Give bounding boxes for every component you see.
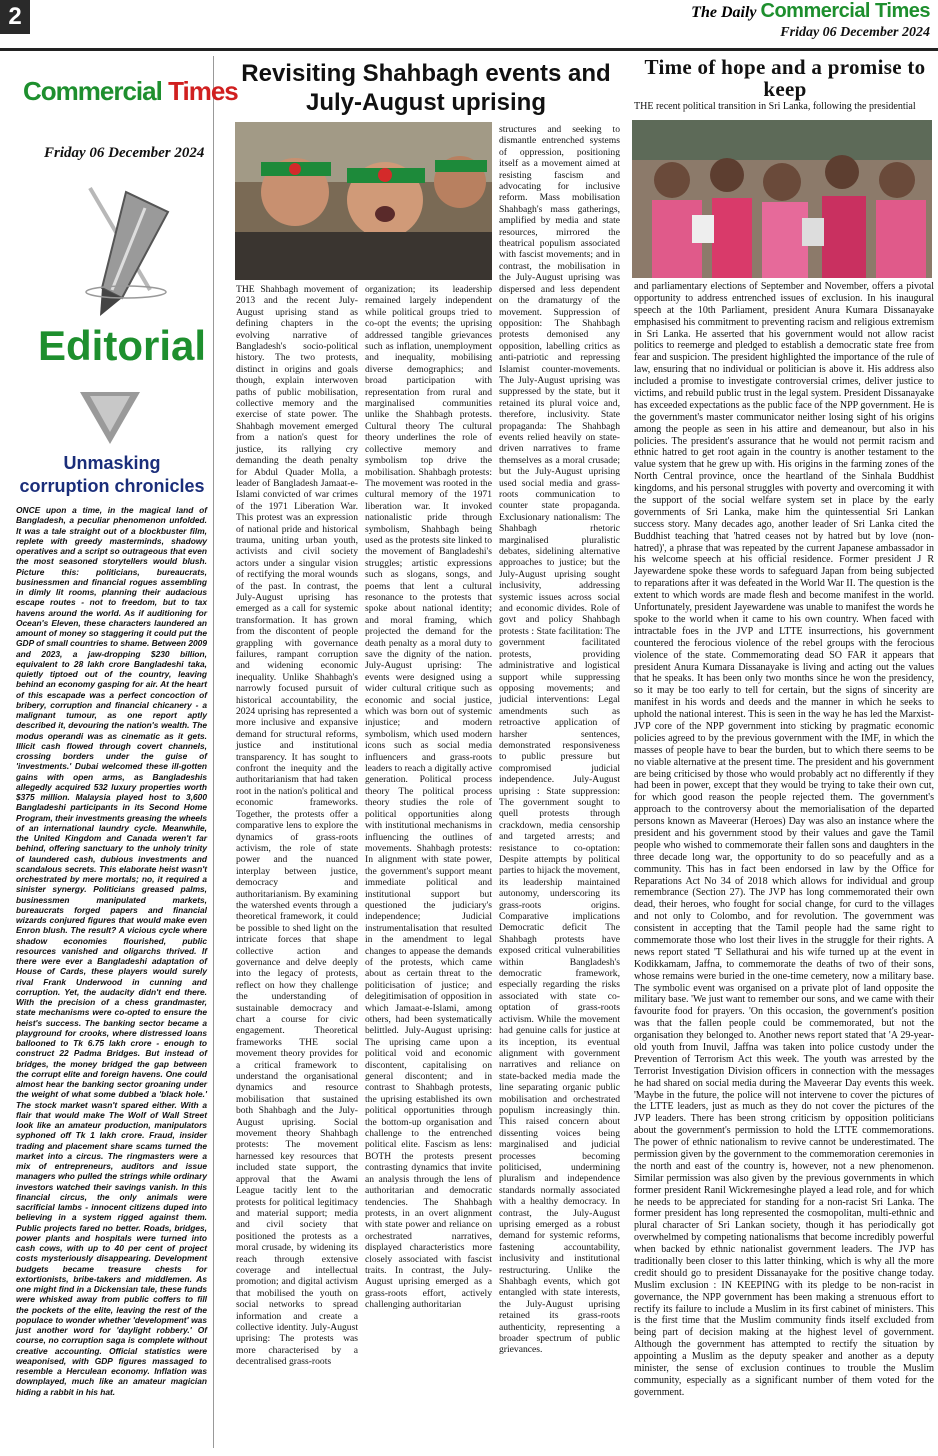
masthead-date: Friday 06 December 2024 — [780, 25, 930, 40]
article-column-1: THE Shahbagh movement of 2013 and the recent July-August uprising stand as defining chapters in the evolving narrative of Bangladesh's socio-political history. The two protests, distinct in origins and goals though, explain interwoven paths of public mobilisation, collective memory and the exercise of state power. The Shahbagh movement emerged from a nation's quest for justice, its rallying cry demanding the death penalty for Abdul Quader Molla, a leader of Bangladesh Jamaat-e-Islami convicted of war crimes of the 1971 Liberation War. This protest was an expression of national pride and historical trauma, uniting urban youth, activists and civil society actors under a singular vision of rectifying the moral wounds of the past. In contrast, the July-August uprising has emerged as a call for systemic transformation. It has grown from the discontent of people grappling with governance failures, rampant corruption and widening economic inequality. Unlike Shahbagh's narrowly focused pursuit of historical accountability, the 2024 uprising has represented a more inclusive and expansive demand for structural reforms, justice and institutional transparency. It has sought to confront the inequity and the authoritarianism that had taken root in the nation's political and economic frameworks. Together, the protests offer a comparative lens to explore the dynamics of grass-roots activism, the role of state power and the nuanced interplay between justice, democracy and authoritarianism. By examining the watershed events through a theoretical framework, it could be possible to shed light on the intricate forces that shape collective action and governance and delve deeply into the legacy of protests, reflect on how they challenge the understanding of sustainable democracy and chart a course for civic engagement. Theoretical frameworks THE social movement theory provides for a critical framework to understand the organisational dynamics and resource mobilisation that sustained both Shahbagh and the July-August uprising. Social movement theory Shahbagh protests: The movement harnessed key resources that included state support, the approval that the Awami League tacitly lent to the protests for political legitimacy and material support; media and civil society that positioned the protests as a moral crusade, by widening its reach through extensive coverage and intellectual promotion; and digital activism that mobilised the youth on social networks to spread information and create a collective identity. July-August uprising: The protests was more characterised by a decentralised grass-roots — [236, 284, 358, 1368]
article-column-3: structures and seeking to dismantle entrenched systems of oppression, positioning itself as a movement aimed at resisting fascism and advocating for inclusive reform. Mass mobilisation Shahbagh's mass gatherings, amplified by media and state resources, mirrored the theatrical populism associated with fascist movements; and in contrast, the mobilisation in the July-August uprising was dispersed and less dependent on the dramaturgy of the movement. Suppression of opposition: The Shahbagh protests demonised any opposition, labelling critics as anti-patriotic and repressing Islamist counter-movements. The July-August uprising was suppressed by the state, but it retained its plural voice and, therefore, inclusivity. State propaganda: The Shahbagh events relied heavily on state-driven narratives to frame themselves as a moral crusade; but the July-August uprising used social media and grass-roots communication to counter state propaganda. Exclusionary nationalism: The Shahbagh rhetoric marginalised pluralistic debates, sidelining alternative approaches to justice; but the July-August uprising sought inclusivity, addressing systemic issues across social and economic divides. Role of govt and policy Shahbagh protests : State facilitation: The government facilitated protests, providing administrative and logistical support while suppressing opposing movements; and judicial interventions: Legal amendments such as retroactive application of harsher sentences, demonstrated responsiveness to public pressure but compromised judicial independence. July-August uprising : State suppression: The government sought to quell protests through crackdown, media censorship and targeted arrests; and resistance to co-optation: Despite attempts by political parties to hijack the movement, its leadership maintained autonomy, underscoring its grass-roots origins. Comparative implications Democratic deficit The Shahbagh protests have exposed critical vulnerabilities within Bangladesh's democratic framework, especially regarding the risks associated with state co-optation of grass-roots activism. While the movement had genuine calls for justice at its inception, its eventual alignment with government narratives and reliance on state-backed media made the line separating organic public mobilisation and orchestrated populism increasingly thin. This raised concern about dissenting voices being marginalised and judicial processes becoming politicised, undermining pluralism and independence standards normally associated with a healthy democracy. In contrast, the July-August uprising emerged as a robust demand for systemic reforms, fastening accountability, inclusivity and institutional restructuring. Unlike the Shahbagh events, which got entangled with state interests, the July-August uprising retained its grass-roots authenticity, representing a broader spectrum of public grievances. — [499, 124, 620, 1356]
top-rule — [0, 48, 938, 51]
sidebar-date: Friday 06 December 2024 — [44, 145, 205, 161]
article-body-2: and parliamentary elections of September and November, offers a pivotal opportunity to address entrenched issues of exclusion. In his inaugural speech at the 10th Parliament, president Anura Kumara Dissanayake emphasised his commitment to preventing racism and religious extremism in Sri Lanka. He asserted that his government would not allow racist politics to reemerge and pledged to establish a democratic state free from fear and suspicion. The president highlighted the importance of the rule of law, ensuring that no individual or politician is above it. His address also included a promise to investigate controversial crimes, deliver justice to victims, and rebuild public trust in the legal system. President Dissanayake has exceeded expectations as the public face of the NPP government. He is the government's master communicator neither losing sight of his origins among the people as seen in his attire and demeanour, but also in his policies. The president's assurance that he would not permit racism and ethnic hatred to get root again in the country is another testament to the value system that he grew up with. His origins in the farming zones of the North Central province, once the heartland of the Sinhala Buddhist kingdoms, and his personal struggles with poverty and overcoming it with the support of the social welfare system set in place by the early governments of Sri Lanka, make him the quintessential Sri Lankan success story. Many decades ago, another leader of Sri Lanka cited the Buddhist teaching that 'hatred ceases not by hatred but by love (non-hatred)', a phrase that was repeated by the current Japanese ambassador in his welcome speech at his official residence. Former president J R Jayewardene spoke these words to safeguard Japan from being subjected to reparations after it was defeated in the World War II. The question is the extent to which words are made flesh and become manifest in the world. Unfortunately, president Jayewardene was unable to manifest the words he spoke to the world when it came to his own country. When faced with intractable foes in the JVP and LTTE insurrections, his government countered the ferocious violence of the rebel groups with the ferocious violence of the state. Commemorating dead SO FAR it appears that president Anura Kumara Dissanayake is living and acting out the values that he speaks. It has been only two months since he won the presidency, so it may be too early to tell for certain, but the signs of sincerity are manifest in his words and deeds and the manner in which he seeks to uphold the national interest. This is seen in the way he has led the Marxist-JVP core of the NPP government into sticking by pragmatic economic policies agreed to by the previous government with the IMF, in which the masses of people have to bear the burden, but to which there seems to be no viable alternative at the present time. The president and his government are being criticised by those who would probably act no differently if they had been in power, except that they would be trying to take their own cut, for which good reason the people rejected them. The government's approach to the controversy about the memorialisation of the departed persons known as Maveerar (Heroes) Day was also an instance where the president and his government stood by their values and gave the Tamil people who wished to commemorate their fallen sons and daughters in the three decade long war, the opportunity to do so peacefully and as a community. This has in fact been endorsed in law by the Office for Reparations Act No 34 of 2018 which allows for individual and group remembrance (Section 27). The JVP has long commemorated their own dead, their heroes, who fought for social change, for curd to the villages and not only to Colombo, and for revolution. The government was consistent in accepting that the Tamil people had the same right to commemorate those who lost their lives in the struggle for their rights. A news report stated 'T Sellathurai and his wife turned up at the event in Kodikkamam, Jaffna, to commemorate the deaths of two of their sons, whose remains were buried in the one-time cemetery, now a military base. The symbolic event was organised on a private plot of land opposite the military base. 'We just want to remember our sons, and we came with their favourite food for prayers. 'On this occasion, the government's position was that the fallen people could be commemorated, but not the organisation they belonged to. Another news report stated that 'A 29-year-old youth from Inuvil, Jaffna was taken into police custody under the Prevention of Terrorism Act this week. The youth was arrested by the Terrorist Investigation Division officers in connection with the messages he had shared on social media during the Maveerar Day events this week. 'Maybe in the future, the police will not intervene to cover the pictures of the LTTE leaders, just as much as they do not cover the pictures of the JVP leaders. There has been strong criticism by opposition politicians about the government's permission to hold the LTTE commemorations. The power of ethnic nationalism to revive cannot be underestimated. The permission given by the government to the commemoration ceremonies in the north and east of the country is, however, not a new phenomenon. Similar permission was also given by the previous governments in which former president Ranil Wickremesinghe played a lead role, and for which he needs to be appreciated for standing for a non-racist Sri Lanka. The former president has long represented the cosmopolitan, multi-ethnic and plural character of Sri Lankan society, though it has periodically got overwhelmed by competing nationalisms that become incredibly powerful when backed by ethnic nationalist government leaders. The JVP has traditionally been closer to this latter thinking, which is why all the more credit should go to president Dissanayake for the positive change today. Muslim exclusion : IN KEEPING with its pledge to be non-racist in governance, the NPP government has been making a strenuous effort to rectify its failure to include a Muslim in its first cabinet of ministers. This is the first time that the Muslim community finds itself excluded from being part of decision making at the highest level of government. Although the government has attempted to rectify the situation by appointing a Muslim as the deputy speaker and another as a deputy minister, the sense of exclusion continues to trouble the Muslim community, especially as a significant number of them voted for the government. — [634, 281, 934, 1398]
page-number: 2 — [0, 0, 30, 34]
masthead-name: Commercial Times — [760, 0, 930, 22]
women-protest-photo — [632, 120, 932, 278]
section-title: Editorial — [38, 322, 207, 369]
editorial-body: ONCE upon a time, in the magical land of Bangladesh, a peculiar phenomenon unfolded. It was a tale straight out of a blockbuster film, replete with greedy masterminds, shadowy operatives and a script so outrageous that even the most seasoned storytellers would blush. Picture this: politicians, bureaucrats, businessmen and financial rogues assembling in dimly lit rooms, planning their audacious escape routes - not to freedom, but to tax havens around the world. As if auditioning for Ocean's Eleven, these characters laundered an amount of money so staggering it could put the GDP of small countries to shame. Between 2009 and 2023, a jaw-dropping $230 billion, equivalent to 28 lakh crore Bangladeshi taka, quietly tiptoed out of the country, leaving behind an economy gasping for air. At the heart of this escapade was a perfect concoction of bribery, corruption and financial chicanery - a malignant tumour, as one report aptly described it, devouring the nation's wealth. The modus operandi was as cinematic as it gets. Illicit cash flowed through covert channels, crossing borders under the guise of 'investments.' Dubai welcomed these ill-gotten gains with open arms, as Bangladeshis allegedly acquired 532 luxury properties worth $375 million. Malaysia played host to 3,600 Bangladeshi participants in its Second Home Program, their investments greasing the wheels of an international laundry cycle. Meanwhile, the United Kingdom and Canada weren't far behind, offering sanctuary to the unholy trinity of laundered cash, dubious investments and scandalous secrets. This elaborate heist wasn't orchestrated by mere mortals; no, it required a sinister synergy. Politicians greased palms, businessmen manipulated markets, bureaucrats forged papers and financial wizards conjured figures that would make even Enron blush. The result? A vicious cycle where shadow economies flourished, public resources vanished and oligarchs thrived. If there were ever a Bangladeshi adaptation of House of Cards, these players would surely rival Frank Underwood in cunning and corruption. Yet, the audacity didn't end there. With the precision of a chess grandmaster, state mechanisms were co-opted to ensure the heist's success. The banking sector became a playground for crooks, where distressed loans ballooned to Tk 6.75 lakh crore - enough to construct 22 Padma Bridges. But instead of bridges, the money bridged the gap between the corrupt elite and foreign havens. One could almost hear the banking sector groaning under the weight of what some dubbed a 'black hole.' The stock market wasn't spared either. With a flair that would make The Wolf of Wall Street look like an amateur production, manipulators syphoned off Tk 1 lakh crore. Fraud, insider trading and placement share scams turned the market into a circus. The ringmasters were a mix of entrepreneurs, auditors and issue managers who pulled the strings while ordinary investors watched their savings vanish. In this financial circus, the only animals were sacrificial lambs - innocent citizens duped into believing in a system rigged against them. Public projects fared no better. Roads, bridges, power plants and hospitals were turned into cash cows, with up to 40 per cent of project costs mysteriously disappearing. Development budgets became treasure chests for extortionists, bribe-takers and middlemen. As one might find in a Dickensian tale, these funds were whisked away from public coffers to fill the pockets of the elite, leaving the rest of the populace to wonder whether 'development' was just another word for 'daylight robbery.' Of course, no corruption saga is complete without creative accounting. Official statistics were weaponised, with GDP figures massaged to resemble a Herculean economy. Inflation was downplayed, much like an amateur magician hiding a rabbit in his hat. — [16, 505, 207, 1397]
down-arrow-icon — [80, 392, 140, 444]
article-column-2: organization; its leadership remained largely independent while political groups tried to co-opt the events; the uprising addressed tangible grievances such as inflation, unemployment and inequality, mobilising diverse demographics; and broad participation with representation from rural and marginalised communities unlike the Shahbagh protests. Cultural theory The cultural theory underlines the role of collective memory and symbolism top drive the mobilisation. Shahbagh protests: The movement was rooted in the cultural memory of the 1971 liberation war. It invoked nationalistic pride through symbolism, Shahbagh being used as the protests site linked to the movement of Bangladeshi's struggles; artistic expressions such as slogans, songs, and poems that lent a cultural resonance to the protests that spoke about national identity; and moral framing, which projected the demand for the death penalty as a moral duty to save the dignity of the nation. July-August uprising: The events were designed using a wider cultural critique such as economic and social justice, which was born out of systemic injustice; and modern symbolism, which used modern icons such as social media influencers and grass-roots leaders to reach a digitally active generation. Political process theory The political process theory studies the role of political opportunities along with institutional mechanisms in influencing the outlines of movements. Shahbagh protests: In alignment with state power, the government's support meant immediate political and institutional support but questioned the judiciary's independence; Judicial instrumentalisation that resulted in the amendment to legal changes to appease the demands of the protests, which came about as certain threat to the politicisation of justice; and delegitimisation of opposition in which Jamaat-e-Islami, among others, had been systematically belittled. July-August uprising: The uprising came upon a political void and economic discontent, capitalising on general discontent; and in contrast to Shahbagh protests, the uprising established its own political opportunities through the bottom-up organisation and challenge to the entrenched political elite. Fascism as lens: BOTH the protests present contrasting dynamics that invite an analysis through the lens of authoritarian and democratic tendencies. The Shahbagh protests, in an overt alignment with state power and reliance on orchestrated narratives, displayed characteristics more closely associated with fascist traits. In contrast, the July-August uprising emerged as a grass-roots effort, actively challenging authoritarian — [365, 284, 492, 1311]
masthead-prefix: The Daily — [691, 4, 757, 21]
article-intro: THE recent political transition in Sri Lanka, following the presidential — [634, 101, 916, 112]
fountain-pen-icon — [30, 180, 190, 320]
editorial-headline: Unmasking corruption chronicles — [19, 453, 205, 496]
article-headline: Revisiting Shahbagh events and July-August uprising — [241, 60, 611, 116]
masthead — [691, 0, 930, 41]
article-headline-2: Time of hope and a promise to keep — [644, 55, 926, 102]
sidebar-logo: Commercial Times — [23, 76, 238, 106]
protest-photo — [235, 122, 492, 280]
